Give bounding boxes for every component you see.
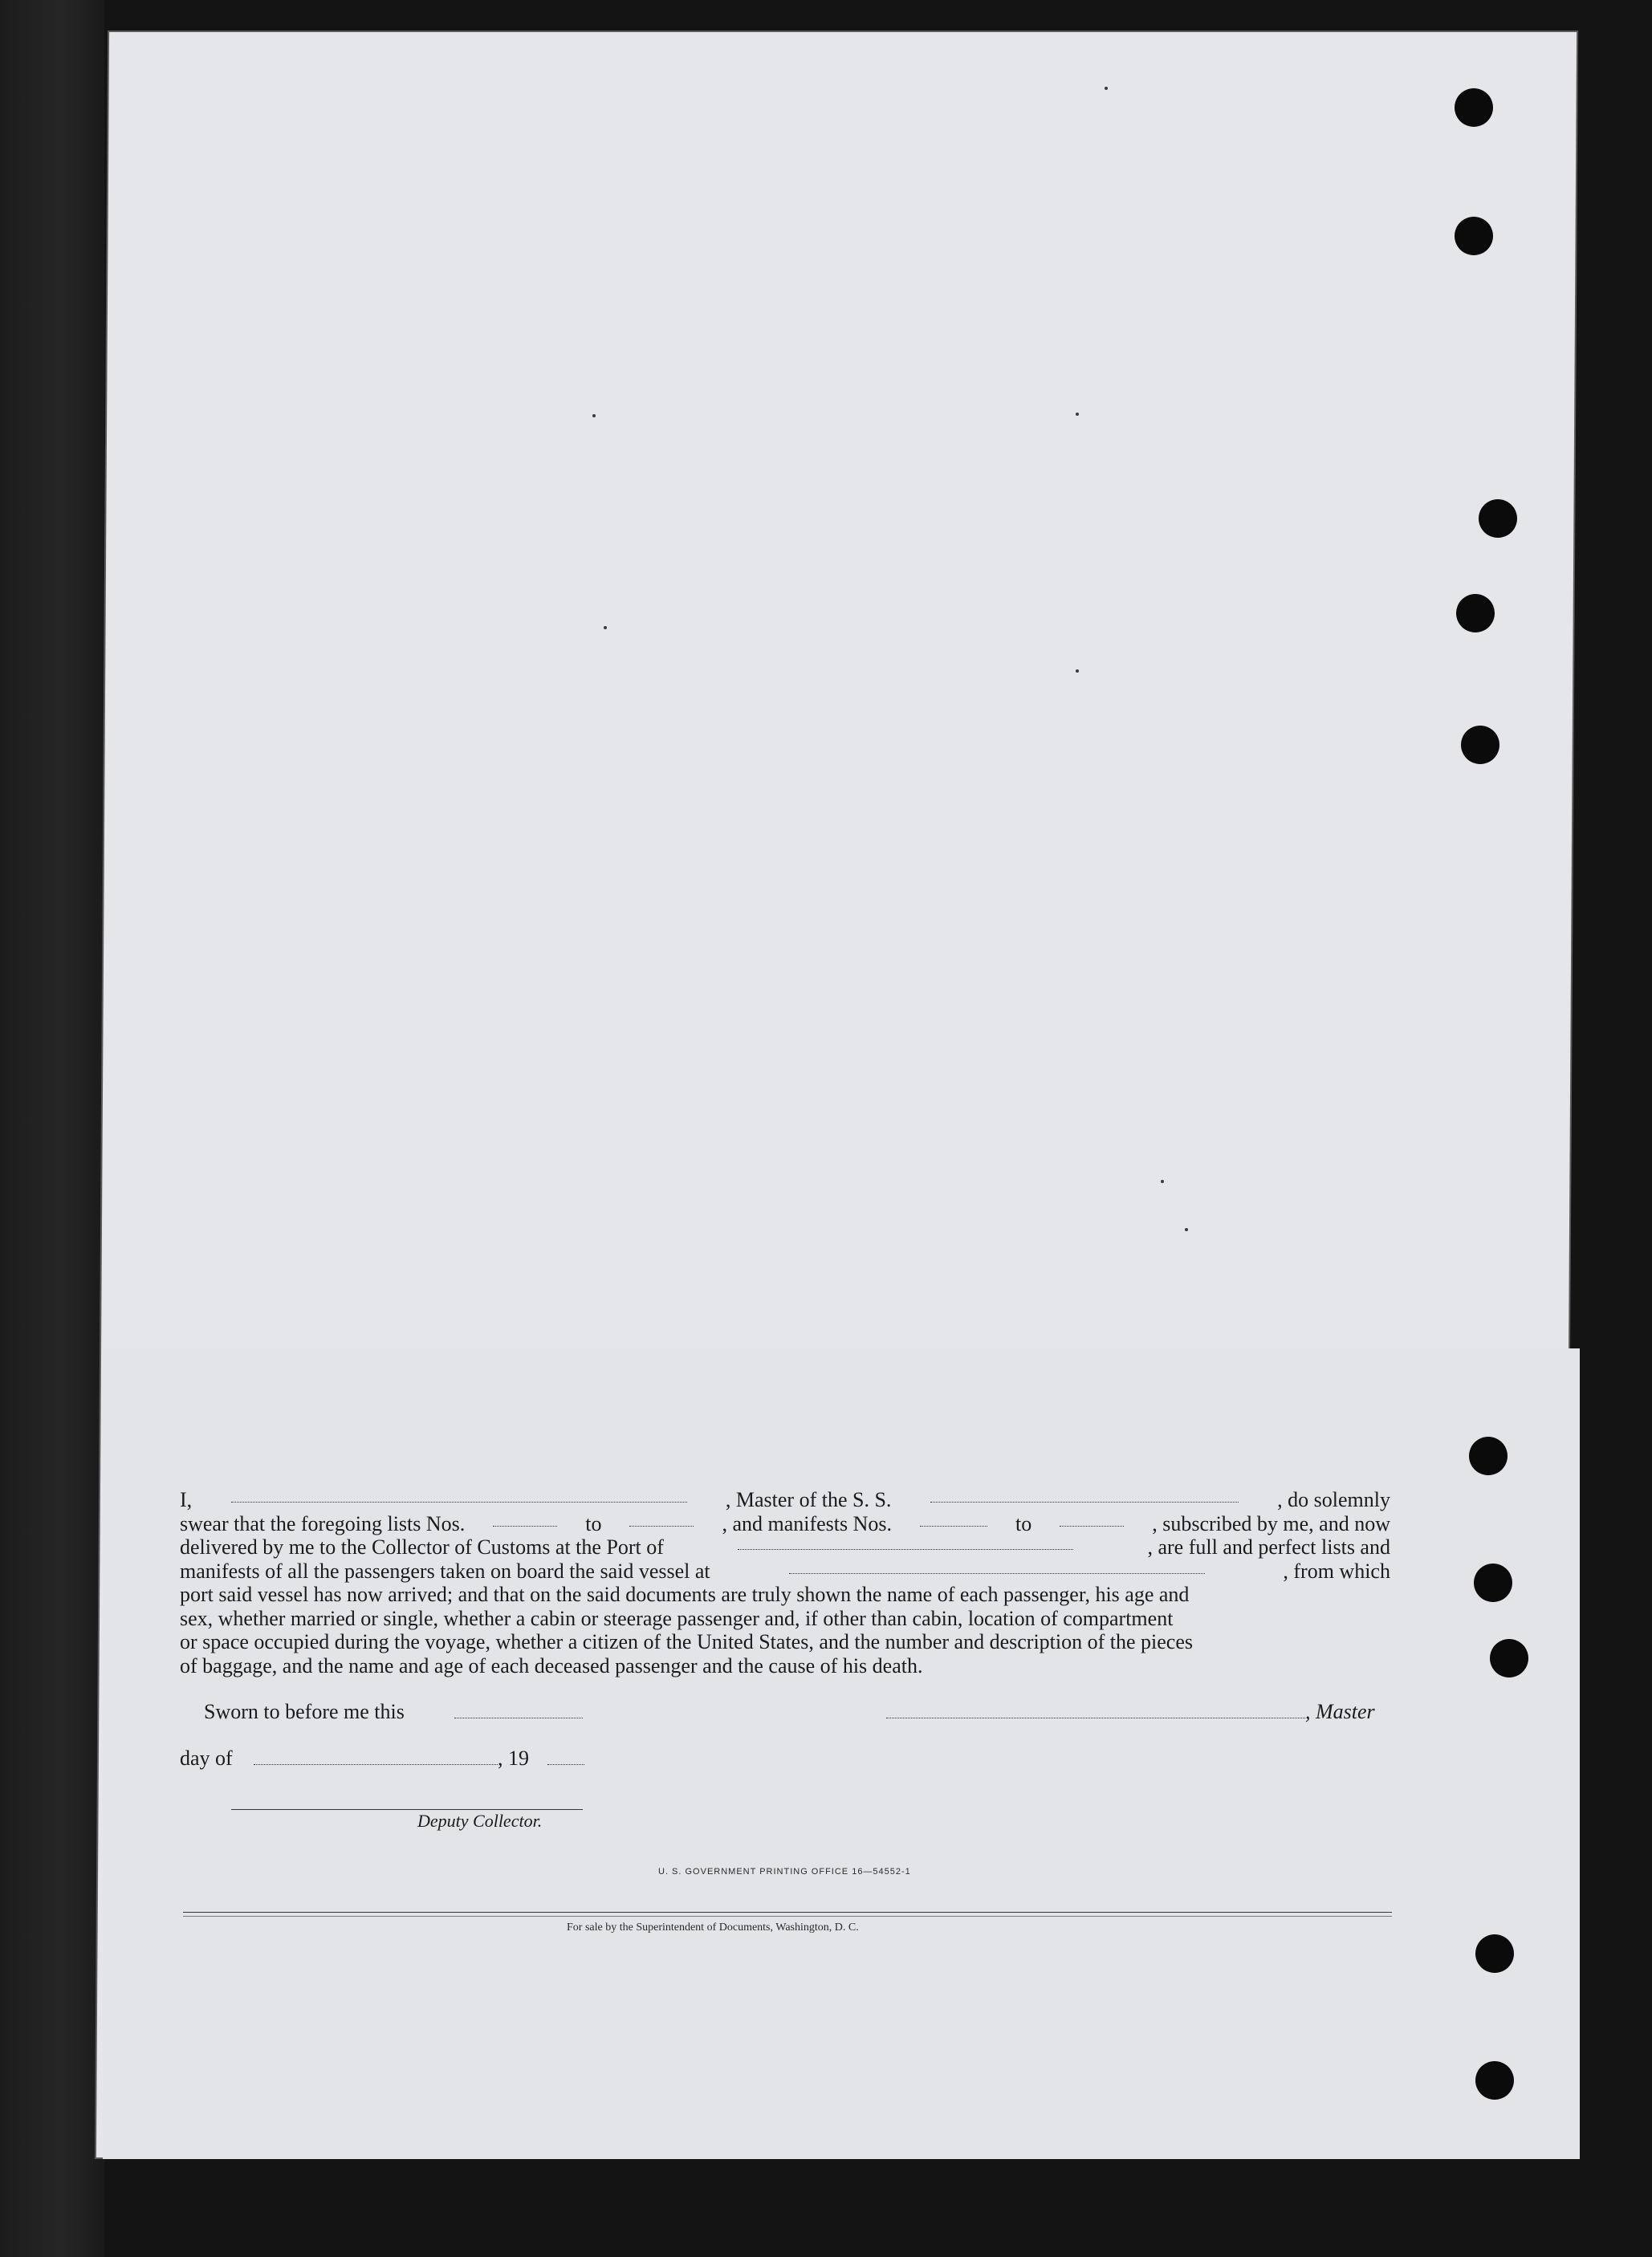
- oath-text: , subscribed by me, and now: [1152, 1511, 1390, 1535]
- oath-text: or space occupied during the voyage, whether a citizen of the United States, and the number and description of the pieces: [180, 1630, 1194, 1653]
- oath-line-8: [180, 1654, 1390, 1678]
- printer-imprint: U. S. GOVERNMENT PRINTING OFFICE 16—54552-1: [658, 1867, 911, 1877]
- scan-speck: [1076, 413, 1079, 416]
- oath-line-2: [180, 1512, 1390, 1536]
- scan-speck: [1076, 669, 1079, 673]
- oath-text: , from which: [1283, 1559, 1390, 1583]
- punch-hole: [1455, 217, 1493, 255]
- punch-hole: [1490, 1639, 1528, 1678]
- scan-speck: [1161, 1180, 1164, 1183]
- oath-text: delivered by me to the Collector of Customs at the Port of: [180, 1535, 664, 1559]
- punch-hole: [1474, 1564, 1512, 1602]
- day-of-label: day of: [180, 1747, 233, 1770]
- list-from-blank: [493, 1526, 557, 1527]
- year-blank: [547, 1764, 584, 1765]
- year-label: , 19: [498, 1747, 529, 1770]
- punch-hole: [1475, 1934, 1514, 1973]
- master-oath: [180, 1488, 1390, 1678]
- scan-speck: [592, 414, 596, 417]
- master-name-blank: [231, 1502, 687, 1503]
- oath-text: sex, whether married or single, whether a cabin or steerage passenger and, if other than cabin, location of compartment: [180, 1606, 1174, 1630]
- oath-line-5: [180, 1583, 1390, 1607]
- oath-text: to: [585, 1511, 602, 1535]
- port-blank: [738, 1549, 1073, 1550]
- scan-speck: [1105, 87, 1108, 90]
- departure-port-blank: [789, 1573, 1205, 1574]
- oath-text: to: [1015, 1511, 1032, 1535]
- oath-text: , do solemnly: [1277, 1488, 1390, 1511]
- manifest-to-blank: [1060, 1526, 1124, 1527]
- oath-line-3: [180, 1535, 1390, 1560]
- oath-text: port said vessel has now arrived; and that on the said documents are truly shown the name of each passenger, his age and: [180, 1583, 1190, 1606]
- punch-hole: [1469, 1437, 1508, 1475]
- oath-text: , are full and perfect lists and: [1147, 1535, 1390, 1559]
- oath-text: , Master of the S. S.: [725, 1488, 892, 1511]
- oath-text: I,: [180, 1488, 193, 1511]
- master-signature-label: , Master: [1305, 1700, 1375, 1723]
- manifest-from-blank: [920, 1526, 987, 1527]
- ship-name-blank: [930, 1502, 1239, 1503]
- oath-text: manifests of all the passengers taken on board the said vessel at: [180, 1559, 710, 1583]
- deputy-signature-line: [231, 1809, 583, 1810]
- oath-line-1: [180, 1488, 1390, 1512]
- sworn-label: Sworn to before me this: [204, 1700, 405, 1723]
- footer-rule: [183, 1912, 1392, 1917]
- oath-text: of baggage, and the name and age of each deceased passenger and the cause of his death.: [180, 1653, 923, 1678]
- punch-hole: [1461, 726, 1499, 764]
- sale-notice: For sale by the Superintendent of Documents, Washington, D. C.: [567, 1922, 859, 1934]
- oath-text: , and manifests Nos.: [722, 1511, 893, 1535]
- scan-background: [0, 0, 104, 2257]
- document-page-lower: [103, 1348, 1580, 2159]
- deputy-collector-label: Deputy Collector.: [417, 1811, 543, 1831]
- punch-hole: [1456, 594, 1495, 632]
- scan-speck: [1185, 1228, 1188, 1231]
- scan-speck: [604, 626, 607, 629]
- list-to-blank: [629, 1526, 694, 1527]
- punch-hole: [1475, 2061, 1514, 2100]
- oath-line-7: [180, 1630, 1390, 1654]
- punch-hole: [1455, 88, 1493, 127]
- oath-line-6: [180, 1607, 1390, 1631]
- month-blank: [254, 1764, 498, 1765]
- punch-hole: [1479, 499, 1517, 538]
- oath-line-4: [180, 1560, 1390, 1584]
- oath-text: swear that the foregoing lists Nos.: [180, 1511, 466, 1535]
